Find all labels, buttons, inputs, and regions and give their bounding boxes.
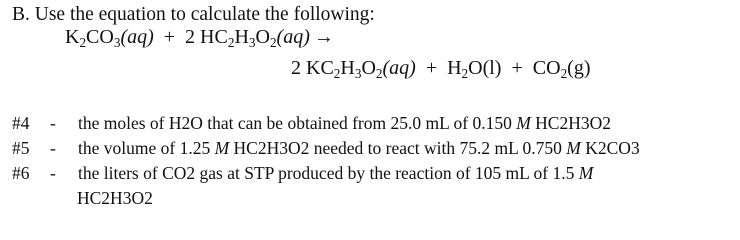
question-dash: - (50, 113, 56, 133)
section-heading: B. Use the equation to calculate the following: (12, 4, 375, 25)
question-item (12, 138, 640, 159)
question-continuation: HC2H3O2 (77, 188, 153, 208)
plus-sign: + (425, 57, 438, 79)
product-potassium-acetate: 2 $KC_2H_3O_2(aq)$ (291, 57, 416, 82)
plus-sign: + (163, 26, 176, 48)
equation-reactants-line (65, 26, 334, 49)
reactant-k2co3: $K_2CO_3(aq)$ (65, 26, 154, 51)
reaction-arrow: → (313, 26, 334, 48)
equation-products-line (291, 57, 590, 80)
product-water: $H_2O(l)$ (447, 57, 502, 82)
question-text: the liters of CO2 gas at STP produced by the reaction of 105 mL of 1.5 M (78, 163, 594, 183)
question-number: #4 (12, 113, 30, 133)
plus-sign: + (511, 57, 523, 79)
product-co2: $CO_2(g)$ (532, 57, 591, 82)
question-item (12, 163, 593, 184)
question-text: the moles of H2O that can be obtained from 25.0 mL of 0.150 M HC2H3O2 (78, 113, 612, 133)
question-item (12, 113, 611, 134)
question-dash: - (50, 163, 56, 183)
question-dash: - (50, 138, 56, 158)
reactant-acetic-acid: 2 $HC_2H_3O_2(aq)$ (185, 26, 310, 51)
question-text: the volume of 1.25 M HC2H3O2 needed to react with 75.2 mL 0.750 M K2CO3 (78, 138, 640, 158)
question-number: #5 (12, 138, 30, 158)
question-number: #6 (12, 163, 30, 183)
